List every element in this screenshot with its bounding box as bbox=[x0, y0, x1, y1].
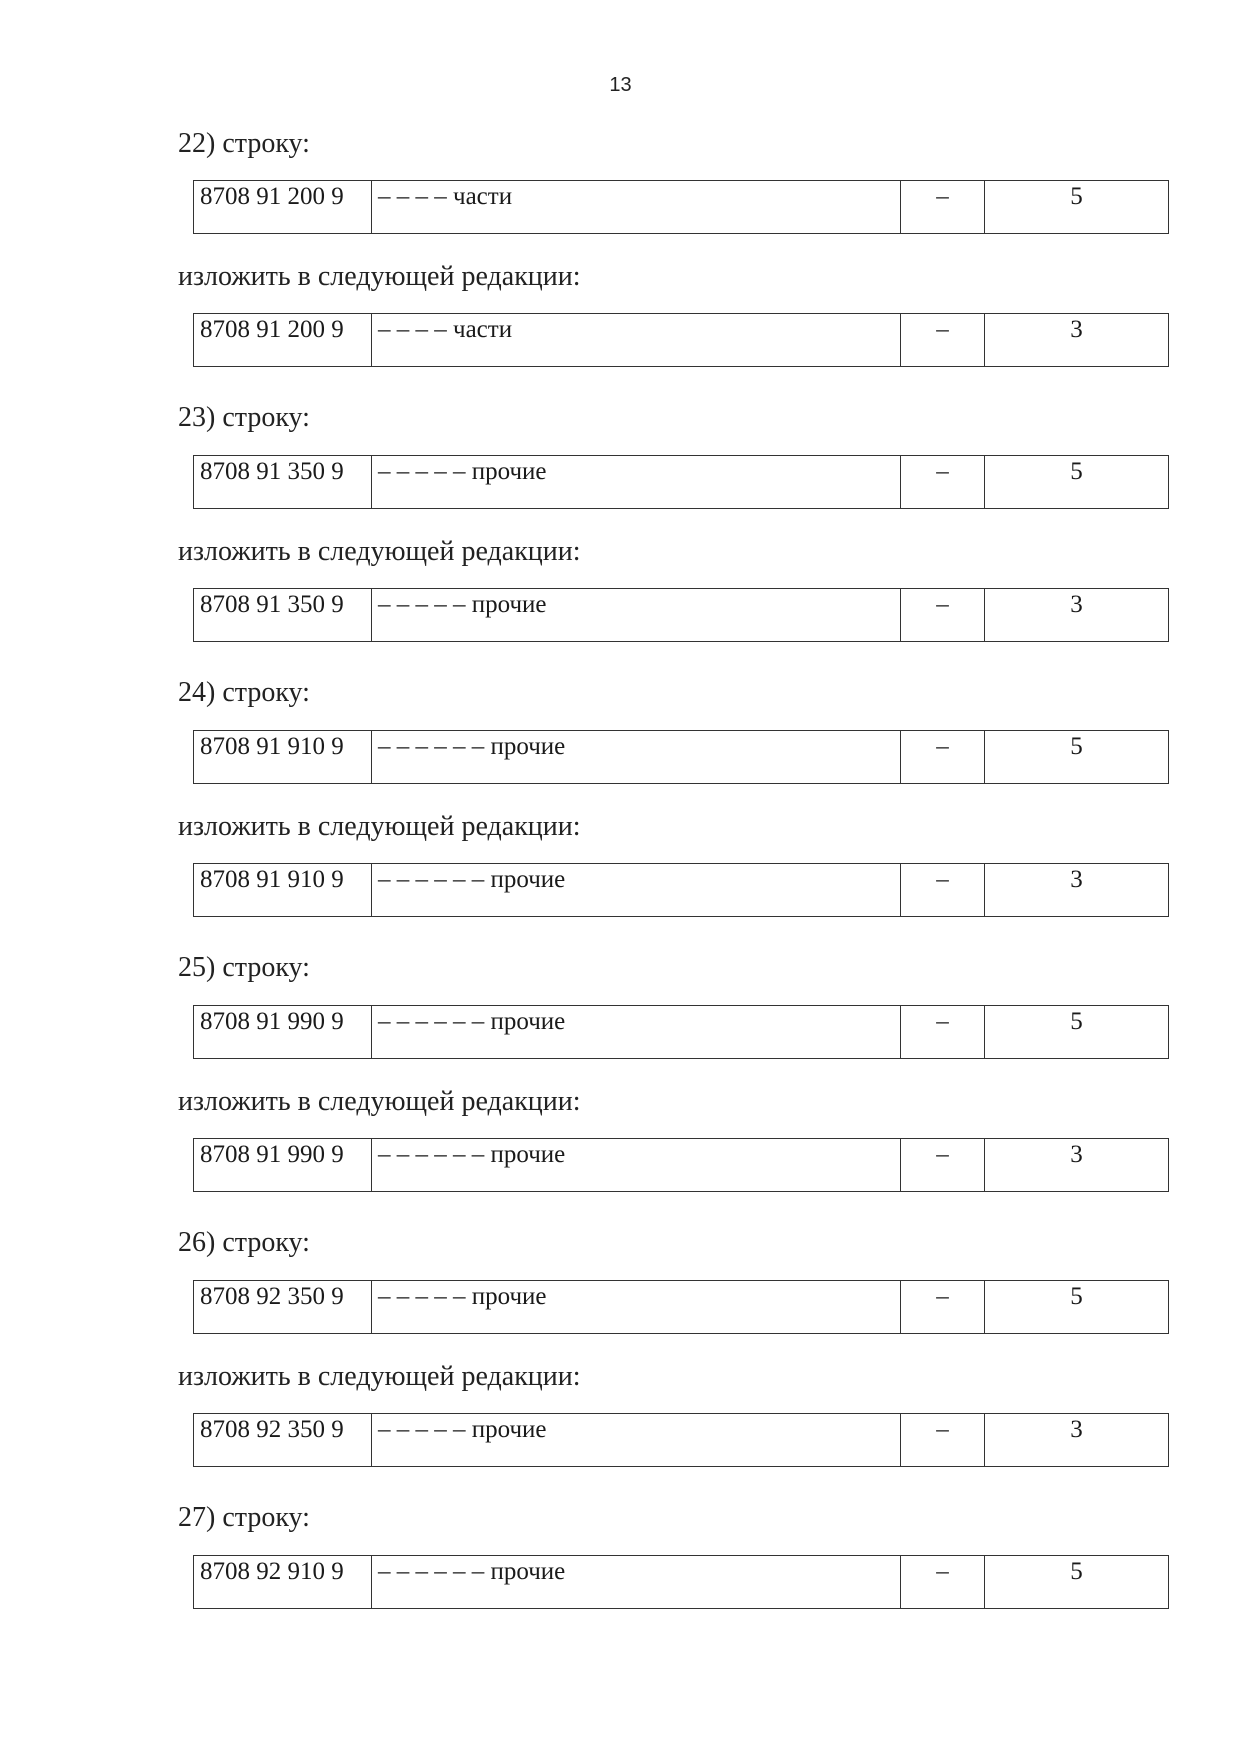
description-cell: – – – – – прочие bbox=[372, 1414, 901, 1467]
table-row bbox=[194, 864, 1169, 917]
table-row bbox=[194, 456, 1169, 509]
code-cell: 8708 91 990 9 bbox=[194, 1139, 372, 1192]
page-number: 13 bbox=[609, 74, 632, 96]
item-label: 27) строку: bbox=[178, 1502, 310, 1533]
table-row bbox=[194, 589, 1169, 642]
new-row-table bbox=[193, 1138, 1169, 1192]
description-cell: – – – – – – прочие bbox=[372, 864, 901, 917]
description-cell: – – – – части bbox=[372, 181, 901, 234]
code-cell: 8708 91 350 9 bbox=[194, 589, 372, 642]
unit-cell: – bbox=[901, 1006, 985, 1059]
code-cell: 8708 92 350 9 bbox=[194, 1281, 372, 1334]
item-label: 24) строку: bbox=[178, 677, 310, 708]
rate-cell: 5 bbox=[985, 1006, 1169, 1059]
unit-cell: – bbox=[901, 1281, 985, 1334]
description-cell: – – – – – – прочие bbox=[372, 731, 901, 784]
new-row-table bbox=[193, 313, 1169, 367]
table-row bbox=[194, 1006, 1169, 1059]
old-row-table bbox=[193, 1005, 1169, 1059]
description-cell: – – – – – – прочие bbox=[372, 1556, 901, 1609]
old-row-table bbox=[193, 730, 1169, 784]
rate-cell: 3 bbox=[985, 1139, 1169, 1192]
code-cell: 8708 91 350 9 bbox=[194, 456, 372, 509]
rate-cell: 5 bbox=[985, 1556, 1169, 1609]
replace-label: изложить в следующей редакции: bbox=[178, 811, 581, 842]
item-label: 25) строку: bbox=[178, 952, 310, 983]
rate-cell: 3 bbox=[985, 864, 1169, 917]
unit-cell: – bbox=[901, 1414, 985, 1467]
table-row bbox=[194, 1556, 1169, 1609]
old-row-table bbox=[193, 455, 1169, 509]
old-row-table bbox=[193, 1555, 1169, 1609]
unit-cell: – bbox=[901, 589, 985, 642]
unit-cell: – bbox=[901, 181, 985, 234]
unit-cell: – bbox=[901, 1556, 985, 1609]
description-cell: – – – – части bbox=[372, 314, 901, 367]
unit-cell: – bbox=[901, 314, 985, 367]
rate-cell: 3 bbox=[985, 589, 1169, 642]
old-row-table bbox=[193, 180, 1169, 234]
old-row-table bbox=[193, 1280, 1169, 1334]
new-row-table bbox=[193, 588, 1169, 642]
unit-cell: – bbox=[901, 1139, 985, 1192]
replace-label: изложить в следующей редакции: bbox=[178, 536, 581, 567]
unit-cell: – bbox=[901, 864, 985, 917]
replace-label: изложить в следующей редакции: bbox=[178, 261, 581, 292]
new-row-table bbox=[193, 1413, 1169, 1467]
item-label: 22) строку: bbox=[178, 128, 310, 159]
code-cell: 8708 92 350 9 bbox=[194, 1414, 372, 1467]
unit-cell: – bbox=[901, 456, 985, 509]
code-cell: 8708 91 200 9 bbox=[194, 314, 372, 367]
rate-cell: 3 bbox=[985, 1414, 1169, 1467]
code-cell: 8708 91 910 9 bbox=[194, 731, 372, 784]
table-row bbox=[194, 731, 1169, 784]
code-cell: 8708 92 910 9 bbox=[194, 1556, 372, 1609]
table-row bbox=[194, 1281, 1169, 1334]
table-row bbox=[194, 1139, 1169, 1192]
rate-cell: 3 bbox=[985, 314, 1169, 367]
replace-label: изложить в следующей редакции: bbox=[178, 1361, 581, 1392]
rate-cell: 5 bbox=[985, 181, 1169, 234]
table-row bbox=[194, 1414, 1169, 1467]
description-cell: – – – – – – прочие bbox=[372, 1006, 901, 1059]
description-cell: – – – – – прочие bbox=[372, 456, 901, 509]
table-row bbox=[194, 181, 1169, 234]
description-cell: – – – – – прочие bbox=[372, 1281, 901, 1334]
code-cell: 8708 91 200 9 bbox=[194, 181, 372, 234]
description-cell: – – – – – прочие bbox=[372, 589, 901, 642]
new-row-table bbox=[193, 863, 1169, 917]
item-label: 23) строку: bbox=[178, 402, 310, 433]
rate-cell: 5 bbox=[985, 1281, 1169, 1334]
unit-cell: – bbox=[901, 731, 985, 784]
code-cell: 8708 91 910 9 bbox=[194, 864, 372, 917]
item-label: 26) строку: bbox=[178, 1227, 310, 1258]
description-cell: – – – – – – прочие bbox=[372, 1139, 901, 1192]
replace-label: изложить в следующей редакции: bbox=[178, 1086, 581, 1117]
code-cell: 8708 91 990 9 bbox=[194, 1006, 372, 1059]
table-row bbox=[194, 314, 1169, 367]
rate-cell: 5 bbox=[985, 731, 1169, 784]
rate-cell: 5 bbox=[985, 456, 1169, 509]
